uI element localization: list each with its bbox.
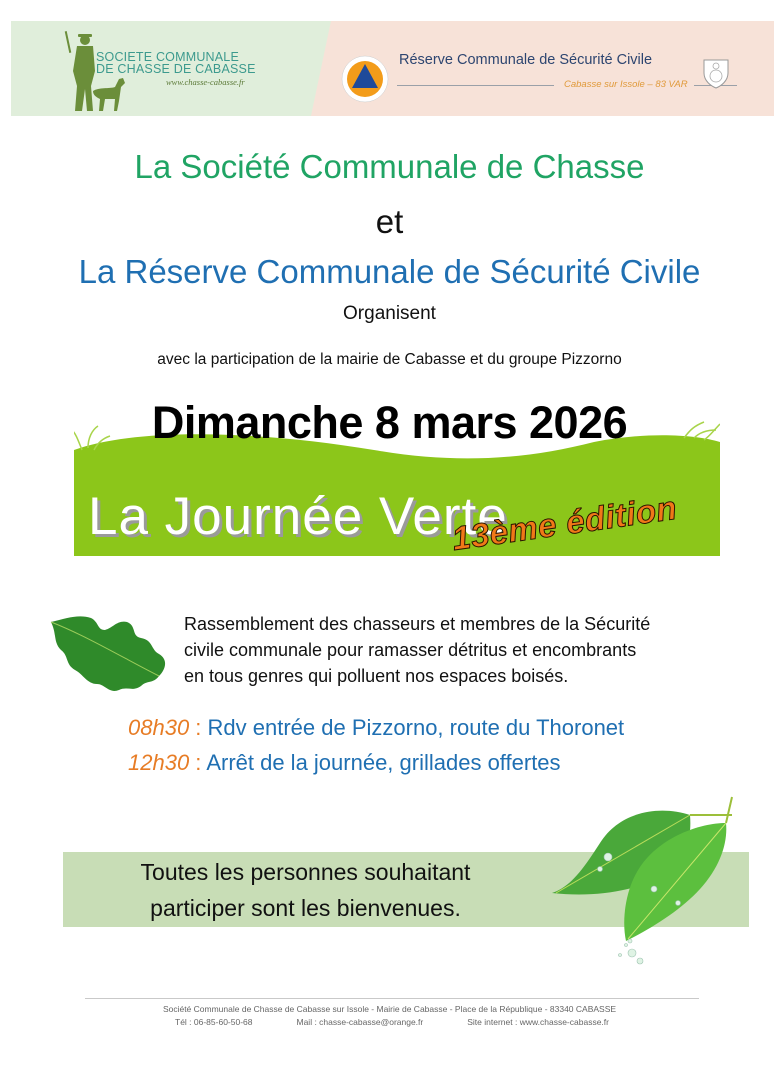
footer-website[interactable]: Site internet : www.chasse-cabasse.fr	[467, 1017, 609, 1027]
hunting-society-url: www.chasse-cabasse.fr	[166, 77, 245, 87]
town-coat-of-arms-icon	[701, 57, 731, 89]
schedule-separator: :	[189, 750, 207, 775]
welcome-message: Toutes les personnes souhaitant participer sont les bienvenues.	[140, 859, 471, 921]
schedule-activity: Rdv entrée de Pizzorno, route du Thoronet	[207, 715, 625, 740]
schedule-time: 08h30	[128, 715, 190, 740]
schedule-activity: Arrêt de la journée, grillades offertes	[206, 750, 561, 775]
participation-note: avec la participation de la mairie de Cabasse et du groupe Pizzorno	[157, 351, 622, 368]
schedule-time: 12h30	[128, 750, 190, 775]
footer-divider	[85, 998, 699, 999]
event-name: La Journée Verte	[88, 487, 508, 546]
civil-security-location: Cabasse sur Issole – 83 VAR	[554, 79, 694, 90]
edition-badge: 13ème édition	[449, 488, 680, 558]
schedule-separator: :	[189, 715, 208, 740]
schedule-item	[128, 750, 561, 776]
organizer-civil-security: La Réserve Communale de Sécurité Civile	[78, 253, 701, 290]
civil-protection-triangle-icon	[341, 55, 389, 103]
leaves-with-water-drops-icon	[550, 793, 740, 968]
organize-verb: Organisent	[343, 303, 436, 324]
conjunction: et	[375, 203, 404, 240]
civil-security-name: Réserve Communale de Sécurité Civile	[399, 52, 653, 68]
schedule-item	[128, 715, 624, 741]
header-banner	[11, 21, 774, 116]
oak-leaf-icon	[47, 612, 171, 696]
footer-address: Société Communale de Chasse de Cabasse sur Issole - Mairie de Cabasse - Place de la République - 83340 CABASSE	[162, 1004, 617, 1014]
footer-email[interactable]: Mail : chasse-cabasse@orange.fr	[296, 1017, 424, 1027]
organizer-hunting-society: La Société Communale de Chasse	[134, 148, 645, 185]
hunting-society-name: SOCIETE COMMUNALE DE CHASSE DE CABASSE	[96, 50, 256, 76]
footer-phone: Tél : 06-85-60-50-68	[175, 1017, 253, 1027]
event-date: Dimanche 8 mars 2026	[151, 397, 628, 448]
event-description: Rassemblement des chasseurs et membres de la Sécurité civile communale pour ramasser détritus et encombrants en tous genres qui polluent nos espaces boisés.	[184, 614, 651, 686]
footer-contacts	[175, 1017, 653, 1027]
